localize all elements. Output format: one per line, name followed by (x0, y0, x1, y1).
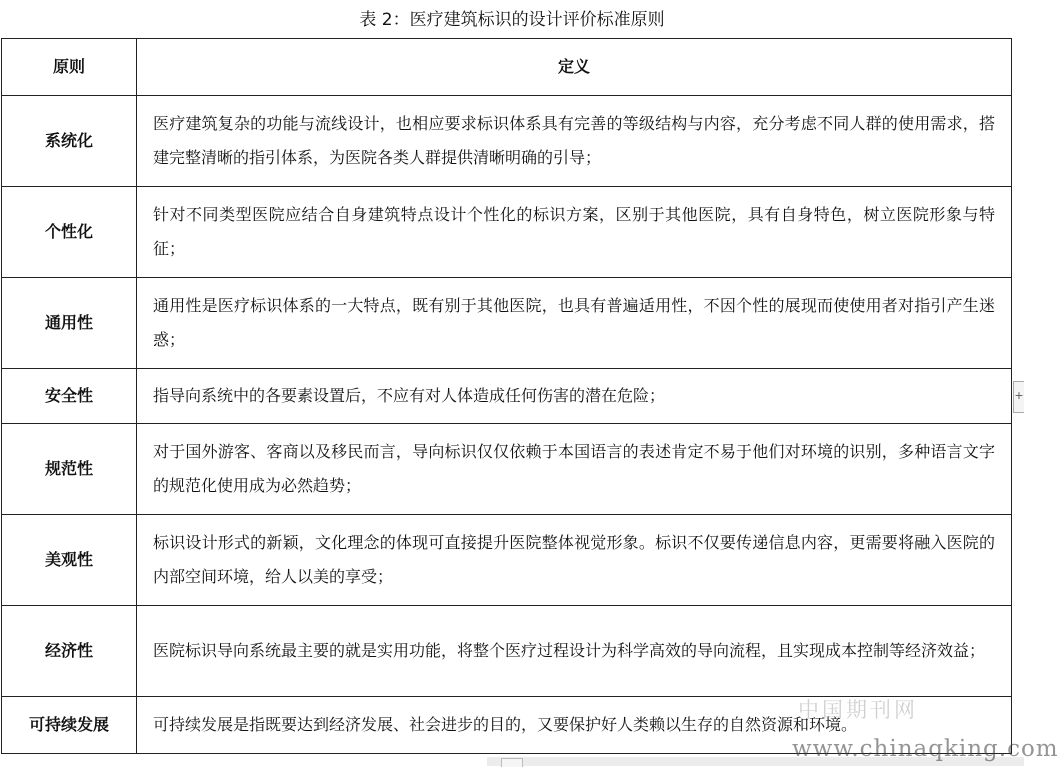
principle-cell: 可持续发展 (2, 697, 137, 754)
table-row (2, 278, 1012, 369)
definition-cell: 对于国外游客、客商以及移民而言，导向标识仅仅依赖于本国语言的表述肯定不易于他们对环境的识别，多种语言文字的规范化使用成为必然趋势； (137, 424, 1012, 515)
table-caption: 表 2：医疗建筑标识的设计评价标准原则 (359, 10, 665, 30)
header-principle: 原则 (2, 39, 137, 96)
watermark-site-name: 中国期刊网 (798, 698, 918, 722)
table-row (2, 424, 1012, 515)
definition-cell: 医院标识导向系统最主要的就是实用功能，将整个医疗过程设计为科学高效的导向流程，且实现成本控制等经济效益； (137, 606, 1012, 697)
definition-cell: 可持续发展是指既要达到经济发展、社会进步的目的，又要保护好人类赖以生存的自然资源和环境。 (137, 697, 1012, 754)
principle-cell: 经济性 (2, 606, 137, 697)
watermark-url: www.chinaqking.com (792, 736, 1059, 762)
standards-table (1, 38, 1012, 754)
side-expand-tab[interactable]: + (1013, 381, 1024, 413)
header-definition: 定义 (137, 39, 1012, 96)
definition-cell: 指导向系统中的各要素设置后，不应有对人体造成任何伤害的潜在危险； (137, 369, 1012, 424)
table-row (2, 515, 1012, 606)
definition-cell: 标识设计形式的新颖，文化理念的体现可直接提升医院整体视觉形象。标识不仅要传递信息内容，更需要将融入医院的内部空间环境，给人以美的享受； (137, 515, 1012, 606)
table-row (2, 187, 1012, 278)
principle-cell: 美观性 (2, 515, 137, 606)
principle-cell: 系统化 (2, 96, 137, 187)
principle-cell: 规范性 (2, 424, 137, 515)
bottom-tab-handle[interactable] (501, 758, 523, 767)
definition-cell: 针对不同类型医院应结合自身建筑特点设计个性化的标识方案，区别于其他医院，具有自身特色，树立医院形象与特征； (137, 187, 1012, 278)
definition-cell: 通用性是医疗标识体系的一大特点，既有别于其他医院，也具有普遍适用性，不因个性的展现而使使用者对指引产生迷惑； (137, 278, 1012, 369)
table-header-row (2, 39, 1012, 96)
principle-cell: 通用性 (2, 278, 137, 369)
principle-cell: 安全性 (2, 369, 137, 424)
table-row (2, 96, 1012, 187)
table-row (2, 369, 1012, 424)
definition-cell: 医疗建筑复杂的功能与流线设计，也相应要求标识体系具有完善的等级结构与内容，充分考虑不同人群的使用需求，搭建完整清晰的指引体系，为医院各类人群提供清晰明确的引导； (137, 96, 1012, 187)
principle-cell: 个性化 (2, 187, 137, 278)
table-row (2, 606, 1012, 697)
